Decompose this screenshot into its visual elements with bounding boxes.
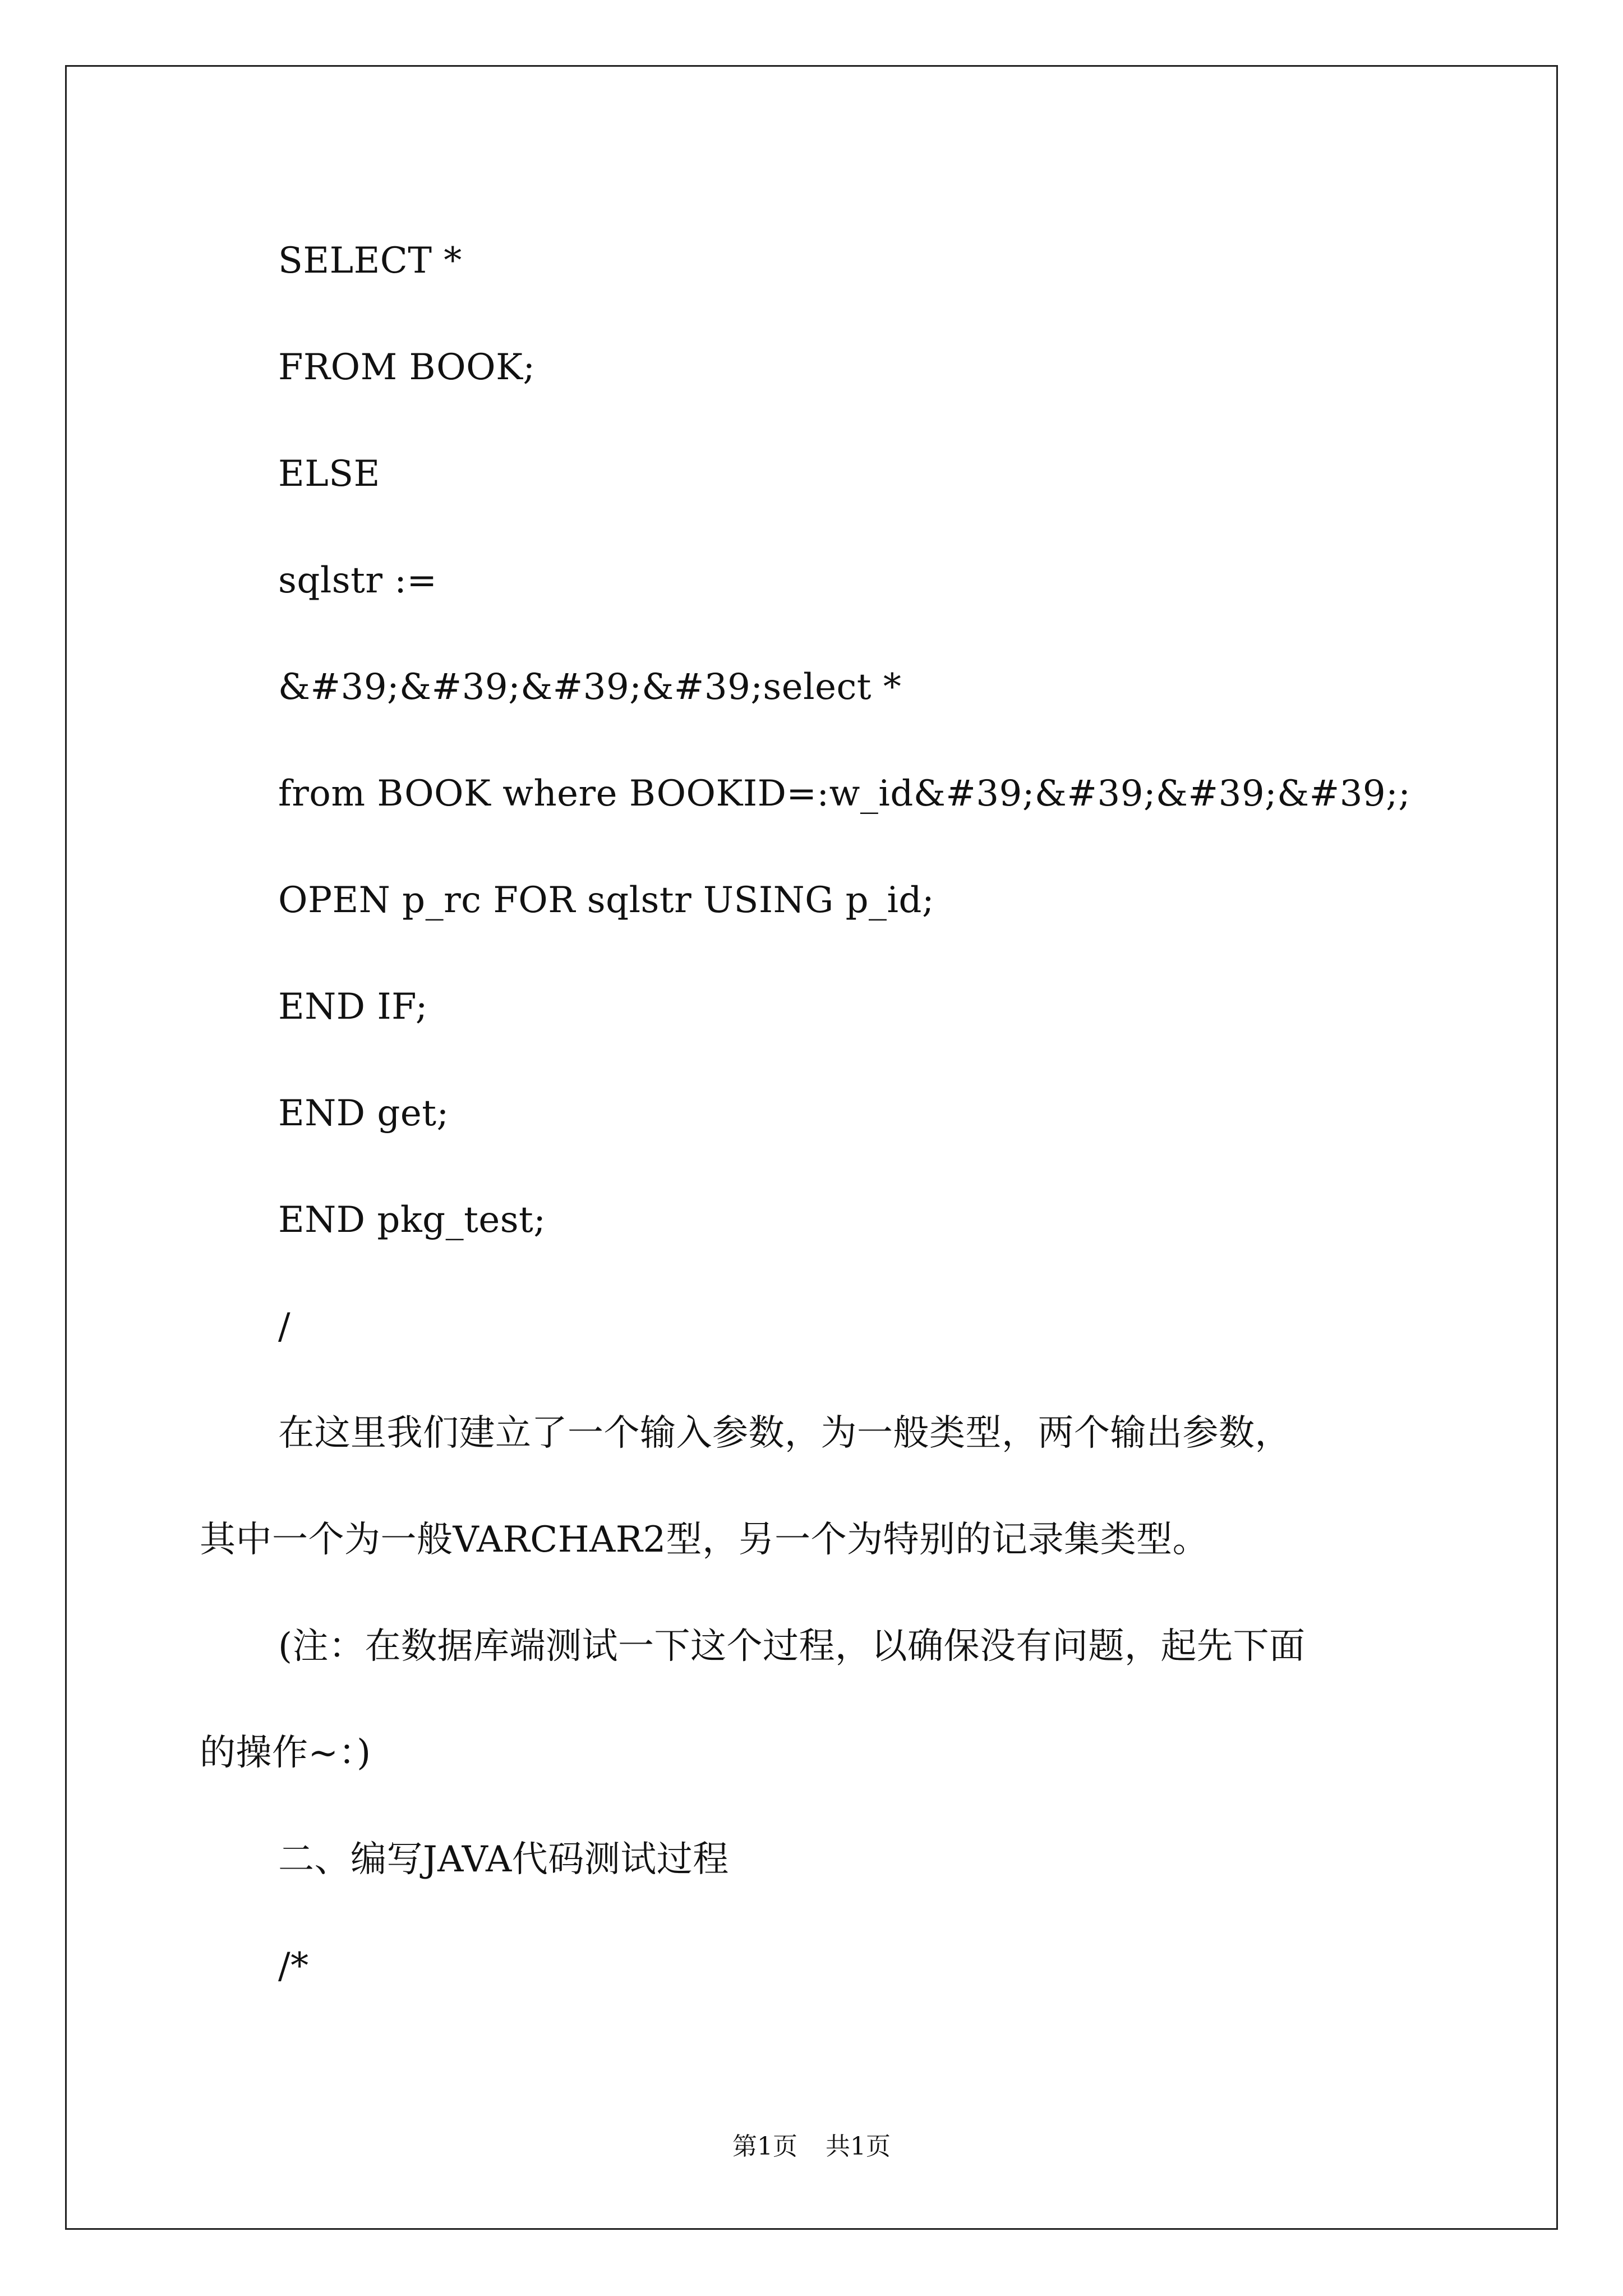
code-line-from: FROM BOOK; <box>278 347 536 388</box>
section-heading: 二、编写JAVA代码测试过程 <box>278 1839 729 1880</box>
paragraph-line: 其中一个为一般VARCHAR2型，另一个为特别的记录集类型。 <box>200 1519 1209 1561</box>
code-line-open: OPEN p_rc FOR sqlstr USING p_id; <box>278 880 935 921</box>
paragraph-line: 在这里我们建立了一个输入参数，为一般类型，两个输出参数， <box>278 1412 1291 1454</box>
code-line-end-pkg: END pkg_test; <box>278 1199 546 1241</box>
code-line-select: SELECT * <box>278 240 462 282</box>
code-line-end-if: END IF; <box>278 986 428 1028</box>
document-body <box>200 208 1478 2019</box>
paragraph-line: 的操作~：) <box>200 1732 371 1774</box>
code-line-slash: / <box>278 1306 291 1347</box>
page-number-current: 第1页 <box>732 2132 797 2161</box>
page-footer <box>0 2126 1623 2162</box>
code-line-comment-start: /* <box>278 1945 309 1987</box>
code-line-end-get: END get; <box>278 1093 449 1134</box>
page-number-total: 共1页 <box>826 2132 891 2161</box>
code-line-else: ELSE <box>278 453 380 495</box>
paragraph-line: (注：在数据库端测试一下这个过程，以确保没有问题，起先下面 <box>278 1626 1306 1667</box>
code-line-select-string: &#39;&#39;&#39;&#39;select * <box>278 666 902 708</box>
code-line-from-where: from BOOK where BOOKID=:w_id&#39;&#39;&#39;&#39;; <box>278 773 1411 815</box>
code-line-sqlstr: sqlstr := <box>278 560 437 601</box>
